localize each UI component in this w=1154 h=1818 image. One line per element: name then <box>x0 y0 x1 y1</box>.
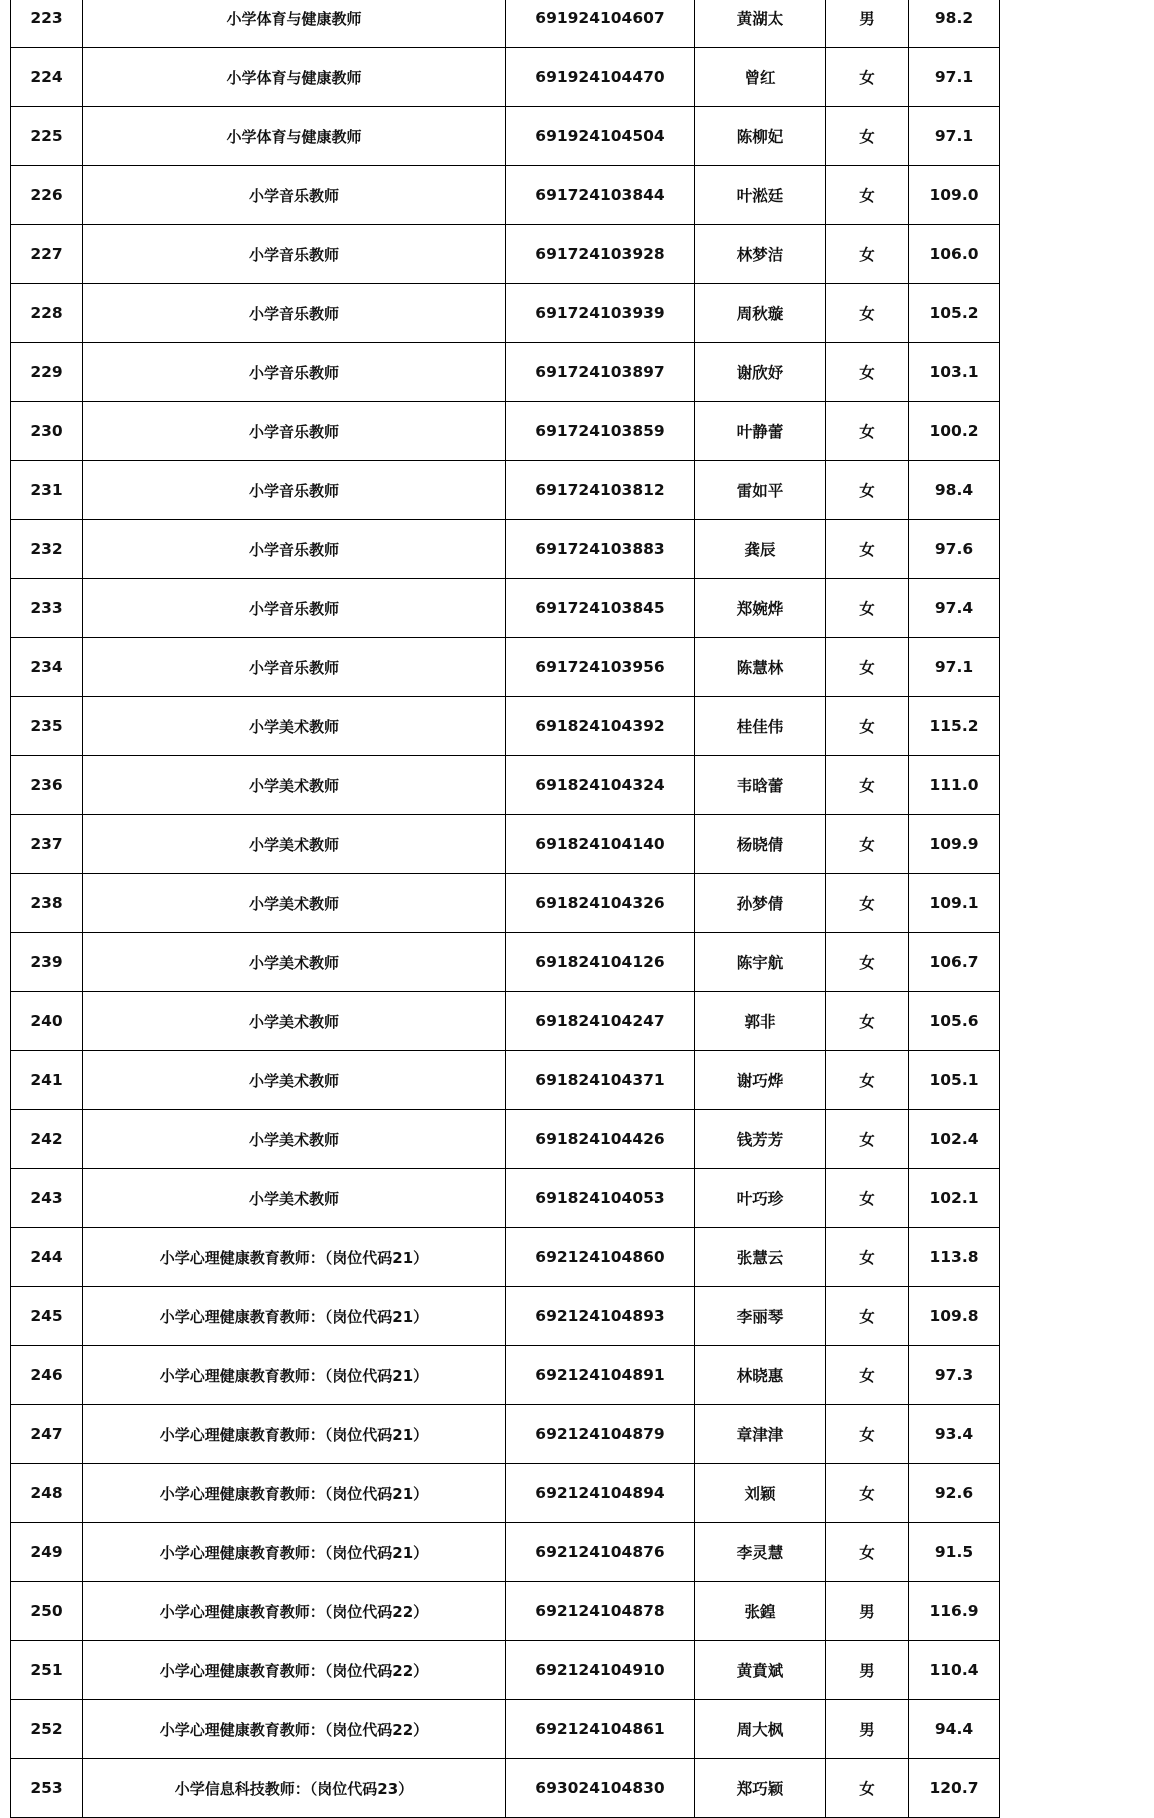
table-row <box>11 1228 1000 1287</box>
position-name-cell: 小学体育与健康教师 <box>83 48 506 107</box>
score-cell: 97.1 <box>909 48 1000 107</box>
gender-cell: 女 <box>826 1346 909 1405</box>
exam-id-cell: 691724103844 <box>506 166 695 225</box>
position-name-cell: 小学心理健康教育教师：（岗位代码22） <box>83 1700 506 1759</box>
score-cell: 106.0 <box>909 225 1000 284</box>
candidate-name-cell: 叶静蕾 <box>695 402 826 461</box>
position-name-cell: 小学美术教师 <box>83 874 506 933</box>
row-number-cell: 246 <box>11 1346 83 1405</box>
row-number-cell: 229 <box>11 343 83 402</box>
position-name-cell: 小学音乐教师 <box>83 402 506 461</box>
row-number-cell: 243 <box>11 1169 83 1228</box>
row-number-cell: 226 <box>11 166 83 225</box>
candidate-name-cell: 郑婉烨 <box>695 579 826 638</box>
gender-cell: 女 <box>826 1051 909 1110</box>
table-row <box>11 1405 1000 1464</box>
row-number-cell: 250 <box>11 1582 83 1641</box>
candidate-name-cell: 龚辰 <box>695 520 826 579</box>
position-name-cell: 小学音乐教师 <box>83 579 506 638</box>
table-row <box>11 697 1000 756</box>
candidate-name-cell: 桂佳伟 <box>695 697 826 756</box>
position-name-cell: 小学心理健康教育教师：（岗位代码22） <box>83 1641 506 1700</box>
table-row <box>11 48 1000 107</box>
row-number-cell: 251 <box>11 1641 83 1700</box>
table-row <box>11 1287 1000 1346</box>
gender-cell: 女 <box>826 874 909 933</box>
gender-cell: 女 <box>826 756 909 815</box>
score-cell: 97.4 <box>909 579 1000 638</box>
score-cell: 97.1 <box>909 638 1000 697</box>
score-cell: 109.0 <box>909 166 1000 225</box>
position-name-cell: 小学美术教师 <box>83 1110 506 1169</box>
table-row <box>11 107 1000 166</box>
position-name-cell: 小学心理健康教育教师：（岗位代码21） <box>83 1523 506 1582</box>
gender-cell: 女 <box>826 1405 909 1464</box>
table-row <box>11 1700 1000 1759</box>
position-name-cell: 小学音乐教师 <box>83 284 506 343</box>
score-cell: 109.8 <box>909 1287 1000 1346</box>
candidate-name-cell: 周秋璇 <box>695 284 826 343</box>
exam-id-cell: 692124104894 <box>506 1464 695 1523</box>
row-number-cell: 239 <box>11 933 83 992</box>
exam-id-cell: 691724103897 <box>506 343 695 402</box>
score-cell: 98.4 <box>909 461 1000 520</box>
candidate-name-cell: 谢欣妤 <box>695 343 826 402</box>
score-cell: 106.7 <box>909 933 1000 992</box>
row-number-cell: 230 <box>11 402 83 461</box>
gender-cell: 女 <box>826 1523 909 1582</box>
exam-id-cell: 691824104326 <box>506 874 695 933</box>
position-name-cell: 小学美术教师 <box>83 815 506 874</box>
candidate-name-cell: 韦晗蕾 <box>695 756 826 815</box>
position-name-cell: 小学体育与健康教师 <box>83 107 506 166</box>
score-cell: 105.6 <box>909 992 1000 1051</box>
score-cell: 97.1 <box>909 107 1000 166</box>
gender-cell: 女 <box>826 1228 909 1287</box>
score-cell: 102.1 <box>909 1169 1000 1228</box>
exam-id-cell: 692124104860 <box>506 1228 695 1287</box>
candidate-name-cell: 曾红 <box>695 48 826 107</box>
exam-id-cell: 691924104470 <box>506 48 695 107</box>
exam-id-cell: 691724103883 <box>506 520 695 579</box>
score-cell: 100.2 <box>909 402 1000 461</box>
gender-cell: 女 <box>826 992 909 1051</box>
table-row <box>11 1169 1000 1228</box>
row-number-cell: 228 <box>11 284 83 343</box>
position-name-cell: 小学心理健康教育教师：（岗位代码21） <box>83 1405 506 1464</box>
exam-id-cell: 691824104247 <box>506 992 695 1051</box>
table-row <box>11 638 1000 697</box>
exam-id-cell: 692124104879 <box>506 1405 695 1464</box>
exam-id-cell: 691824104140 <box>506 815 695 874</box>
row-number-cell: 248 <box>11 1464 83 1523</box>
exam-id-cell: 692124104893 <box>506 1287 695 1346</box>
candidate-name-cell: 雷如平 <box>695 461 826 520</box>
row-number-cell: 237 <box>11 815 83 874</box>
row-number-cell: 233 <box>11 579 83 638</box>
score-cell: 92.6 <box>909 1464 1000 1523</box>
gender-cell: 女 <box>826 166 909 225</box>
exam-id-cell: 691824104324 <box>506 756 695 815</box>
gender-cell: 女 <box>826 1464 909 1523</box>
table-row <box>11 992 1000 1051</box>
exam-id-cell: 691724103812 <box>506 461 695 520</box>
exam-id-cell: 691824104426 <box>506 1110 695 1169</box>
candidate-name-cell: 叶巧珍 <box>695 1169 826 1228</box>
gender-cell: 女 <box>826 48 909 107</box>
position-name-cell: 小学心理健康教育教师：（岗位代码21） <box>83 1346 506 1405</box>
candidate-name-cell: 张慧云 <box>695 1228 826 1287</box>
gender-cell: 女 <box>826 579 909 638</box>
exam-id-cell: 691724103939 <box>506 284 695 343</box>
table-row <box>11 402 1000 461</box>
exam-id-cell: 692124104861 <box>506 1700 695 1759</box>
position-name-cell: 小学心理健康教育教师：（岗位代码21） <box>83 1464 506 1523</box>
table-row <box>11 1641 1000 1700</box>
exam-id-cell: 692124104910 <box>506 1641 695 1700</box>
gender-cell: 女 <box>826 284 909 343</box>
gender-cell: 女 <box>826 1287 909 1346</box>
candidate-name-cell: 刘颖 <box>695 1464 826 1523</box>
candidate-name-cell: 黄賁斌 <box>695 1641 826 1700</box>
score-cell: 109.1 <box>909 874 1000 933</box>
row-number-cell: 224 <box>11 48 83 107</box>
gender-cell: 女 <box>826 225 909 284</box>
candidate-name-cell: 郭非 <box>695 992 826 1051</box>
exam-id-cell: 692124104891 <box>506 1346 695 1405</box>
results-table <box>10 0 1000 1818</box>
exam-id-cell: 691924104504 <box>506 107 695 166</box>
candidate-name-cell: 黄湖太 <box>695 0 826 48</box>
gender-cell: 男 <box>826 0 909 48</box>
exam-id-cell: 692124104878 <box>506 1582 695 1641</box>
position-name-cell: 小学音乐教师 <box>83 166 506 225</box>
position-name-cell: 小学心理健康教育教师：（岗位代码21） <box>83 1287 506 1346</box>
score-cell: 111.0 <box>909 756 1000 815</box>
score-cell: 115.2 <box>909 697 1000 756</box>
table-row <box>11 815 1000 874</box>
row-number-cell: 245 <box>11 1287 83 1346</box>
position-name-cell: 小学体育与健康教师 <box>83 0 506 48</box>
table-row <box>11 284 1000 343</box>
score-cell: 103.1 <box>909 343 1000 402</box>
gender-cell: 男 <box>826 1582 909 1641</box>
row-number-cell: 240 <box>11 992 83 1051</box>
candidate-name-cell: 钱芳芳 <box>695 1110 826 1169</box>
row-number-cell: 231 <box>11 461 83 520</box>
exam-id-cell: 691724103859 <box>506 402 695 461</box>
results-table-body <box>11 0 1000 1818</box>
position-name-cell: 小学美术教师 <box>83 992 506 1051</box>
score-cell: 93.4 <box>909 1405 1000 1464</box>
table-row <box>11 225 1000 284</box>
row-number-cell: 236 <box>11 756 83 815</box>
gender-cell: 女 <box>826 815 909 874</box>
table-row <box>11 1346 1000 1405</box>
score-cell: 105.1 <box>909 1051 1000 1110</box>
candidate-name-cell: 周大枫 <box>695 1700 826 1759</box>
candidate-name-cell: 陈宇航 <box>695 933 826 992</box>
row-number-cell: 238 <box>11 874 83 933</box>
candidate-name-cell: 叶淞廷 <box>695 166 826 225</box>
row-number-cell: 227 <box>11 225 83 284</box>
candidate-name-cell: 陈柳妃 <box>695 107 826 166</box>
candidate-name-cell: 陈慧林 <box>695 638 826 697</box>
row-number-cell: 241 <box>11 1051 83 1110</box>
table-row <box>11 520 1000 579</box>
score-cell: 105.2 <box>909 284 1000 343</box>
table-row <box>11 1110 1000 1169</box>
row-number-cell: 234 <box>11 638 83 697</box>
row-number-cell: 244 <box>11 1228 83 1287</box>
gender-cell: 女 <box>826 343 909 402</box>
exam-id-cell: 691724103956 <box>506 638 695 697</box>
gender-cell: 女 <box>826 520 909 579</box>
table-row <box>11 1523 1000 1582</box>
table-row <box>11 1759 1000 1818</box>
candidate-name-cell: 李丽琴 <box>695 1287 826 1346</box>
position-name-cell: 小学美术教师 <box>83 697 506 756</box>
exam-id-cell: 691824104371 <box>506 1051 695 1110</box>
gender-cell: 女 <box>826 402 909 461</box>
candidate-name-cell: 李灵慧 <box>695 1523 826 1582</box>
position-name-cell: 小学美术教师 <box>83 1169 506 1228</box>
gender-cell: 女 <box>826 1169 909 1228</box>
row-number-cell: 249 <box>11 1523 83 1582</box>
score-cell: 91.5 <box>909 1523 1000 1582</box>
score-cell: 113.8 <box>909 1228 1000 1287</box>
table-row <box>11 343 1000 402</box>
position-name-cell: 小学音乐教师 <box>83 343 506 402</box>
table-row <box>11 1051 1000 1110</box>
position-name-cell: 小学心理健康教育教师：（岗位代码21） <box>83 1228 506 1287</box>
table-row <box>11 1582 1000 1641</box>
position-name-cell: 小学美术教师 <box>83 756 506 815</box>
position-name-cell: 小学音乐教师 <box>83 461 506 520</box>
position-name-cell: 小学音乐教师 <box>83 225 506 284</box>
exam-id-cell: 691824104126 <box>506 933 695 992</box>
exam-id-cell: 691724103845 <box>506 579 695 638</box>
table-row <box>11 461 1000 520</box>
candidate-name-cell: 张鍠 <box>695 1582 826 1641</box>
exam-id-cell: 692124104876 <box>506 1523 695 1582</box>
candidate-name-cell: 谢巧烨 <box>695 1051 826 1110</box>
exam-id-cell: 691724103928 <box>506 225 695 284</box>
score-cell: 98.2 <box>909 0 1000 48</box>
row-number-cell: 242 <box>11 1110 83 1169</box>
score-cell: 116.9 <box>909 1582 1000 1641</box>
table-row <box>11 166 1000 225</box>
table-row <box>11 933 1000 992</box>
position-name-cell: 小学音乐教师 <box>83 638 506 697</box>
candidate-name-cell: 郑巧颖 <box>695 1759 826 1818</box>
gender-cell: 女 <box>826 1110 909 1169</box>
score-cell: 94.4 <box>909 1700 1000 1759</box>
table-row <box>11 874 1000 933</box>
score-cell: 109.9 <box>909 815 1000 874</box>
gender-cell: 男 <box>826 1641 909 1700</box>
row-number-cell: 225 <box>11 107 83 166</box>
table-row <box>11 0 1000 48</box>
candidate-name-cell: 孙梦倩 <box>695 874 826 933</box>
candidate-name-cell: 杨晓倩 <box>695 815 826 874</box>
exam-id-cell: 691824104392 <box>506 697 695 756</box>
gender-cell: 女 <box>826 638 909 697</box>
candidate-name-cell: 林梦洁 <box>695 225 826 284</box>
candidate-name-cell: 林晓惠 <box>695 1346 826 1405</box>
score-cell: 110.4 <box>909 1641 1000 1700</box>
position-name-cell: 小学信息科技教师：（岗位代码23） <box>83 1759 506 1818</box>
row-number-cell: 247 <box>11 1405 83 1464</box>
gender-cell: 女 <box>826 697 909 756</box>
row-number-cell: 223 <box>11 0 83 48</box>
table-row <box>11 1464 1000 1523</box>
row-number-cell: 252 <box>11 1700 83 1759</box>
score-cell: 102.4 <box>909 1110 1000 1169</box>
row-number-cell: 232 <box>11 520 83 579</box>
position-name-cell: 小学音乐教师 <box>83 520 506 579</box>
gender-cell: 男 <box>826 1700 909 1759</box>
gender-cell: 女 <box>826 107 909 166</box>
score-cell: 97.3 <box>909 1346 1000 1405</box>
position-name-cell: 小学心理健康教育教师：（岗位代码22） <box>83 1582 506 1641</box>
exam-id-cell: 693024104830 <box>506 1759 695 1818</box>
score-cell: 97.6 <box>909 520 1000 579</box>
row-number-cell: 235 <box>11 697 83 756</box>
exam-id-cell: 691824104053 <box>506 1169 695 1228</box>
candidate-name-cell: 章津津 <box>695 1405 826 1464</box>
table-row <box>11 756 1000 815</box>
gender-cell: 女 <box>826 461 909 520</box>
position-name-cell: 小学美术教师 <box>83 933 506 992</box>
score-cell: 120.7 <box>909 1759 1000 1818</box>
gender-cell: 女 <box>826 933 909 992</box>
position-name-cell: 小学美术教师 <box>83 1051 506 1110</box>
gender-cell: 女 <box>826 1759 909 1818</box>
row-number-cell: 253 <box>11 1759 83 1818</box>
exam-id-cell: 691924104607 <box>506 0 695 48</box>
table-row <box>11 579 1000 638</box>
